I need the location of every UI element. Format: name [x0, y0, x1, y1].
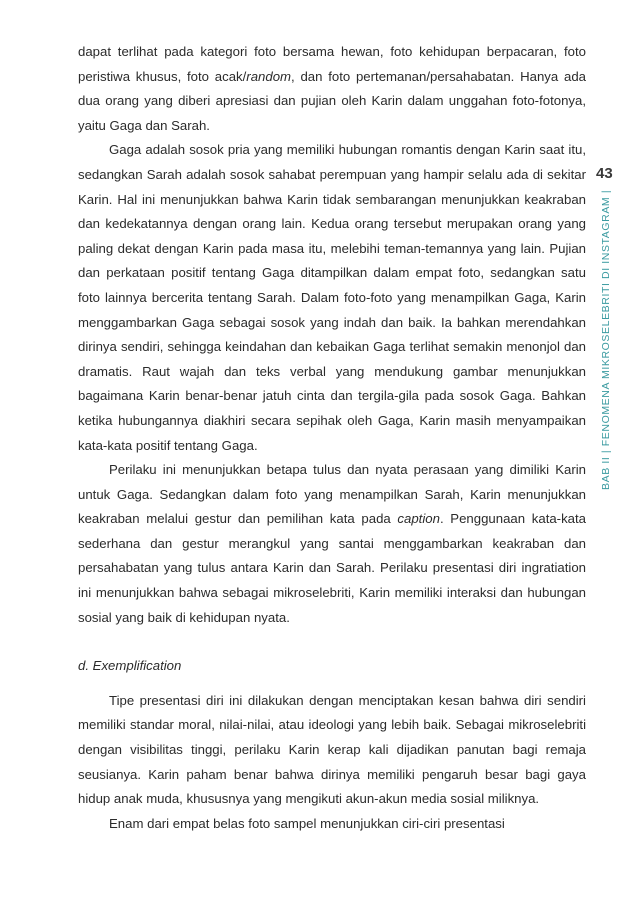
paragraph	[78, 138, 586, 458]
running-head-separator: |	[600, 449, 612, 454]
text-run: , dan foto pertemanan/persahabatan. Hanya ada dua orang yang diberi apresiasi dan pujian oleh Karin dalam unggahan foto-fotonya, yaitu Gaga dan Sarah.	[78, 68, 586, 133]
paragraph	[78, 689, 586, 812]
italic-term: random	[246, 68, 292, 84]
text-run: Tipe presentasi diri ini dilakukan dengan menciptakan kesan bahwa diri sendiri memiliki standar moral, nilai-nilai, atau ideologi yang lebih baik. Sebagai mikroselebriti dengan visibilitas tinggi, perilaku Karin kerap kali dijadikan panutan bagi remaja seusianya. Karin paham benar bahwa dirinya memiliki pengaruh besar bagi gaya hidup anak muda, khususnya yang mengikuti akun-akun media sosial miliknya.	[78, 692, 586, 807]
paragraph	[78, 458, 586, 630]
running-head-title: FENOMENA MIKROSELEBRITI DI INSTAGRAM	[600, 196, 612, 447]
text-run: Perilaku ini menunjukkan betapa tulus dan nyata perasaan yang dimiliki Karin untuk Gaga. Sedangkan dalam foto yang menampilkan Sarah, Karin menunjukkan keakraban melalui gestur dan pemilihan kata pada	[78, 462, 586, 527]
paragraph	[78, 812, 586, 837]
text-run: dapat terlihat pada kategori foto bersama hewan, foto kehidupan berpacaran, foto peristiwa khusus, foto acak/	[78, 44, 586, 84]
text-run: Enam dari empat belas foto sampel menunjukkan ciri-ciri presentasi	[109, 815, 505, 831]
text-run: . Penggunaan kata-kata sederhana dan gestur merangkul yang santai menggambarkan keakraban dan persahabatan yang tulus antara Karin dan Sarah. Perilaku presentasi diri ingratiation ini menunjukkan bahwa sebagai mikroselebriti, Karin memiliki interaksi dan hubungan sosial yang baik di kehidupan nyata.	[78, 511, 587, 625]
body-text	[78, 40, 586, 836]
italic-term: caption	[397, 511, 440, 527]
paragraph	[78, 40, 586, 138]
running-head-trailing-separator: |	[600, 189, 612, 194]
page-number: 43	[596, 165, 613, 182]
running-head-chapter: BAB II	[600, 456, 612, 490]
text-run: Gaga adalah sosok pria yang memiliki hubungan romantis dengan Karin saat itu, sedangkan Sarah adalah sosok sahabat perempuan yang hampir selalu ada di sekitar Karin. Hal ini menunjukkan bahwa Karin tidak sembarangan menunjukkan keakraban dan kedekatannya dengan orang lain. Kedua orang tersebut merupakan orang yang paling dekat dengan Karin pada masa itu, melebihi teman-temannya yang lain. Pujian dan perkataan positif tentang Gaga ditampilkan dalam empat foto, sedangkan satu foto lainnya bercerita tentang Sarah. Dalam foto-foto yang menampilkan Gaga, Karin menggambarkan Gaga sebagai sosok yang indah dan baik. Ia bahkan merendahkan dirinya sendiri, sehingga keindahan dan kebaikan Gaga terlihat semakin menonjol dan dramatis. Raut wajah dan teks verbal yang mendukung gambar menunjukkan bagaimana Karin benar-benar jatuh cinta dan tergila-gila pada sosok Gaga. Bahkan ketika hubungannya diakhiri secara sepihak oleh Gaga, Karin masih menyampaikan kata-kata positif tentang Gaga.	[78, 142, 586, 453]
section-heading: d. Exemplification	[78, 658, 182, 674]
running-head	[600, 190, 612, 490]
